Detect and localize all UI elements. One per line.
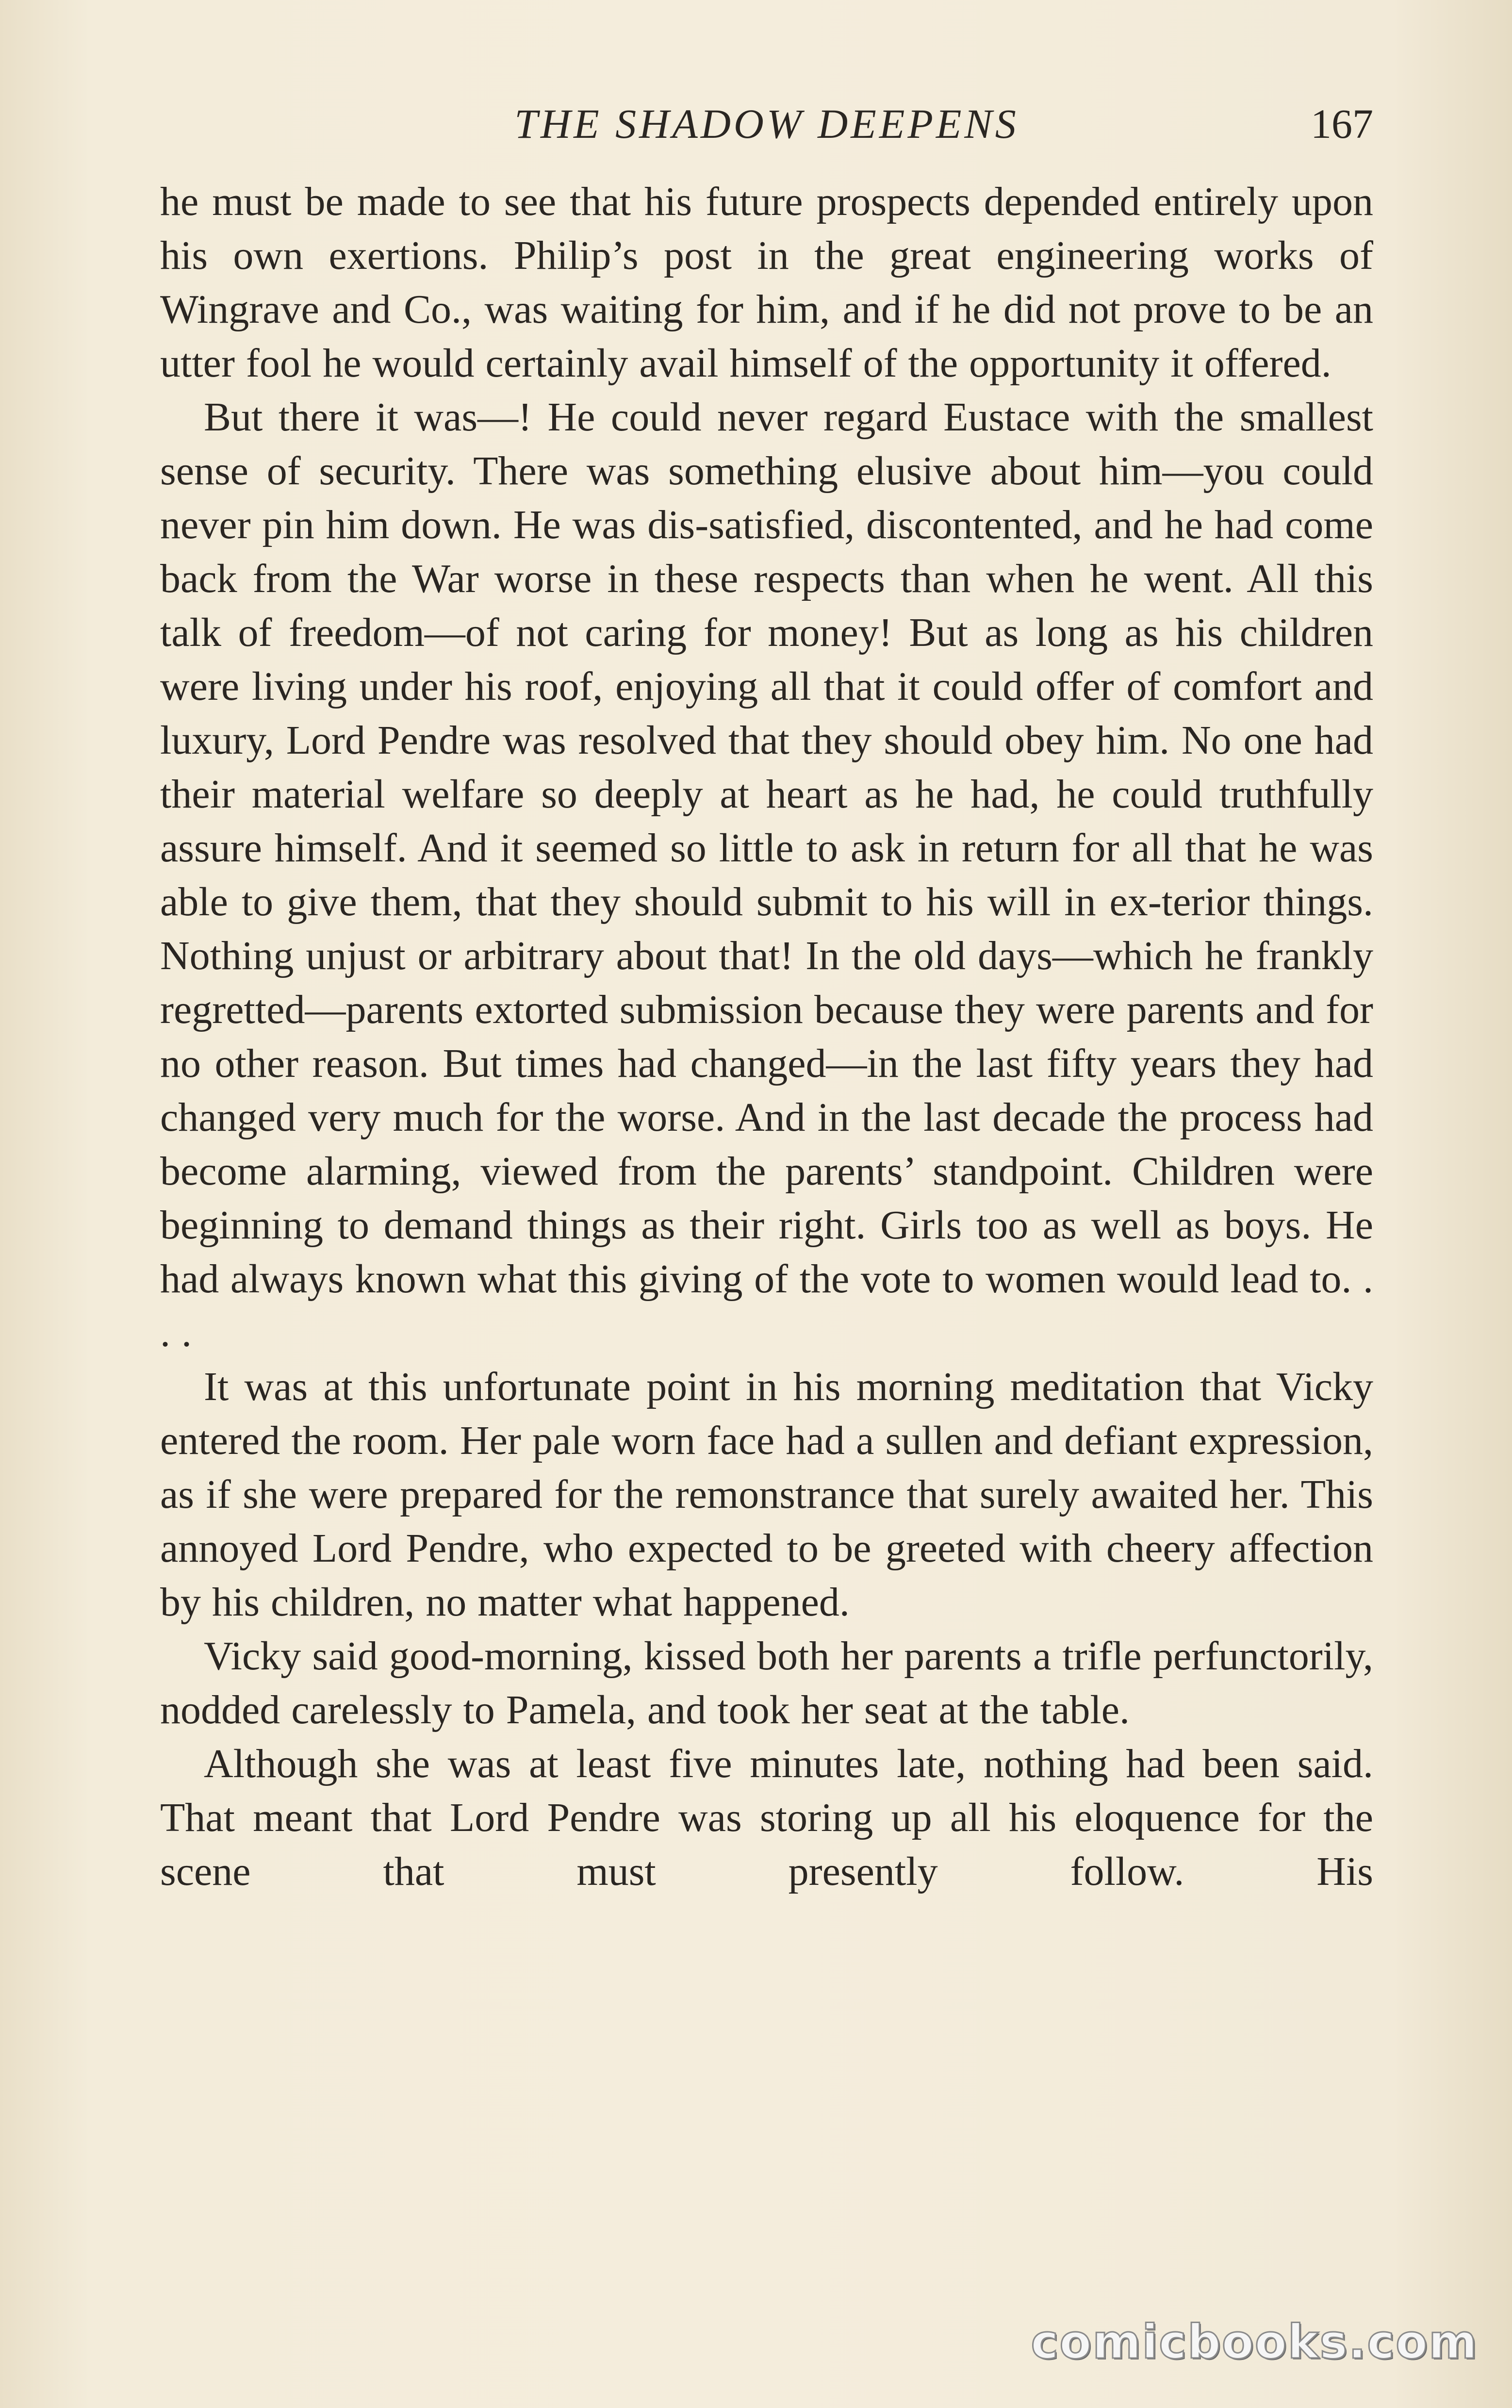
paragraph-3: It was at this unfortunate point in his morning meditation that Vicky entered the room. Her pale worn face had a sullen and defiant expression, as if she were prepared for the remonstrance that surely awaited her. This annoyed Lord Pendre, who expected to be greeted with cheery affection by his children, no matter what happened.: [160, 1364, 1373, 1625]
page-number: 167: [1311, 100, 1373, 147]
body-text: [160, 175, 1373, 1898]
paragraph-2: But there it was—! He could never regard Eustace with the smallest sense of security. There was something elusive about him—you could never pin him down. He was dis-satisfied, discontented, and he had come back from the War worse in these respects than when he went. All this talk of freedom—of not caring for money! But as long as his children were living under his roof, enjoying all that it could offer of comfort and luxury, Lord Pendre was resolved that they should obey him. No one had their material welfare so deeply at heart as he had, he could truthfully assure himself. And it seemed so little to ask in return for all that he was able to give them, that they should submit to his will in ex-terior things. Nothing unjust or arbitrary about that! In the old days—which he frankly regretted—parents extorted submission because they were parents and for no other reason. But times had changed—in the last fifty years they had changed very much for the worse. And in the last decade the process had become alarming, viewed from the parents’ standpoint. Children were beginning to demand things as their right. Girls too as well as boys. He had always known what this giving of the vote to women would lead to. . . .: [160, 395, 1373, 1355]
paragraph-1: he must be made to see that his future prospects depended entirely upon his own exertions. Philip’s post in the great engineering works of Wingrave and Co., was waiting for him, and if he did not prove to be an utter fool he would certainly avail himself of the opportunity it offered.: [160, 179, 1373, 386]
watermark-logo: comicbooks.com: [1031, 2315, 1478, 2369]
paragraph-4: Vicky said good-morning, kissed both her parents a trifle perfunctorily, nodded carelessly to Pamela, and took her seat at the table.: [160, 1633, 1373, 1732]
running-title: THE SHADOW DEEPENS: [514, 100, 1019, 147]
page-header: [160, 92, 1373, 155]
paragraph-5: Although she was at least five minutes late, nothing had been said. That meant that Lord Pendre was storing up all his eloquence for the scene that must presently follow. His: [160, 1741, 1373, 1894]
